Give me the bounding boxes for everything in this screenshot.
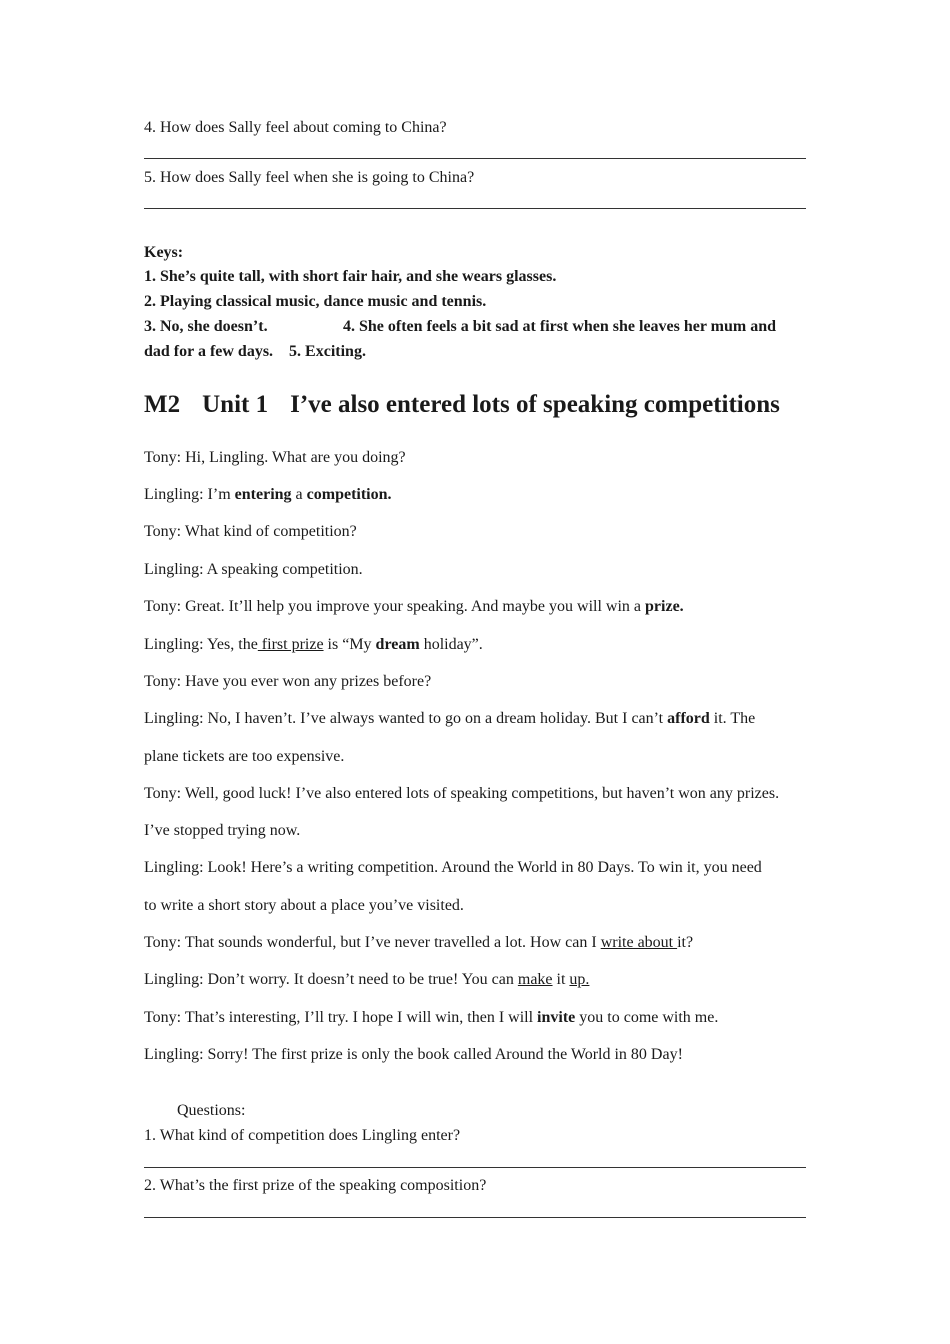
text-span: Tony: That sounds wonderful, but I’ve never travelled a lot. How can I	[144, 934, 601, 951]
keys-title: Keys:	[144, 244, 184, 261]
text-span: Lingling: I’m	[144, 486, 235, 503]
text-span: a	[291, 486, 307, 503]
questions-title: Questions:	[177, 1102, 246, 1119]
text-span: Tony: That’s interesting, I’ll try. I hope I will win, then I will	[144, 1009, 538, 1026]
text-span: holiday”.	[419, 636, 483, 653]
bold-term: dream	[375, 636, 420, 653]
answer-line-5	[144, 208, 806, 209]
heading-module: M2	[144, 391, 181, 418]
dialogue-line	[144, 710, 755, 728]
heading-title: I’ve also entered lots of speaking competitions	[290, 391, 780, 418]
bold-term: prize.	[645, 598, 684, 615]
key-4-line-2	[144, 343, 366, 361]
key-2: 2. Playing classical music, dance music and tennis.	[144, 293, 487, 310]
bold-term: invite	[537, 1009, 576, 1026]
dialogue-line: Lingling: A speaking competition.	[144, 561, 363, 578]
dialogue-line: Tony: Well, good luck! I’ve also entered lots of speaking competitions, but haven’t won any prizes.	[144, 785, 780, 802]
dialogue-line	[144, 636, 483, 654]
answer-line-2	[144, 1217, 806, 1218]
key-1: 1. She’s quite tall, with short fair hair, and she wears glasses.	[144, 268, 557, 285]
underlined-term: make	[517, 971, 553, 988]
dialogue-line	[144, 598, 684, 616]
dialogue-line: Tony: Hi, Lingling. What are you doing?	[144, 449, 406, 466]
dialogue-line: Lingling: Sorry! The first prize is only the book called Around the World in 80 Day!	[144, 1046, 683, 1063]
underlined-term: up.	[569, 971, 590, 988]
dialogue-line	[144, 486, 392, 504]
dialogue-line: plane tickets are too expensive.	[144, 748, 345, 765]
text-span: is “My	[323, 636, 376, 653]
underlined-term: write about	[600, 934, 678, 951]
question-5: 5. How does Sally feel when she is going to China?	[144, 169, 475, 186]
section-heading	[144, 391, 780, 419]
text-span: it?	[677, 934, 694, 951]
question-4: 4. How does Sally feel about coming to China?	[144, 119, 447, 136]
text-span: you to come with me.	[575, 1009, 719, 1026]
key-3: 3. No, she doesn’t.	[144, 318, 268, 335]
text-span: Lingling: No, I haven’t. I’ve always wanted to go on a dream holiday. But I can’t	[144, 710, 668, 727]
bold-term: competition.	[306, 486, 392, 503]
dialogue-line: to write a short story about a place you’ve visited.	[144, 897, 464, 914]
question-1: 1. What kind of competition does Lingling enter?	[144, 1127, 461, 1144]
key-5: 5. Exciting.	[289, 343, 366, 360]
bold-term: afford	[667, 710, 710, 727]
text-span: Tony: Great. It’ll help you improve your speaking. And maybe you will win a	[144, 598, 646, 615]
answer-line-4	[144, 158, 806, 159]
dialogue-line: Lingling: Look! Here’s a writing competition. Around the World in 80 Days. To win it, you need	[144, 859, 762, 876]
underlined-term: first prize	[257, 636, 324, 653]
answer-line-1	[144, 1167, 806, 1168]
text-span: it	[552, 971, 570, 988]
dialogue-line	[144, 971, 589, 989]
text-span: Lingling: Don’t worry. It doesn’t need to be true! You can	[144, 971, 518, 988]
text-span: it. The	[709, 710, 756, 727]
bold-term: entering	[234, 486, 292, 503]
dialogue-line: Tony: What kind of competition?	[144, 523, 357, 540]
dialogue-line: Tony: Have you ever won any prizes before?	[144, 673, 432, 690]
key-4-cont: dad for a few days.	[144, 343, 274, 360]
key-4-line-1: 4. She often feels a bit sad at first when she leaves her mum and	[343, 318, 777, 335]
dialogue-line	[144, 934, 693, 952]
text-span: Lingling: Yes, the	[144, 636, 258, 653]
dialogue-line: I’ve stopped trying now.	[144, 822, 301, 839]
heading-unit: Unit 1	[202, 391, 269, 418]
question-2: 2. What’s the first prize of the speaking composition?	[144, 1177, 487, 1194]
dialogue-line	[144, 1009, 718, 1027]
